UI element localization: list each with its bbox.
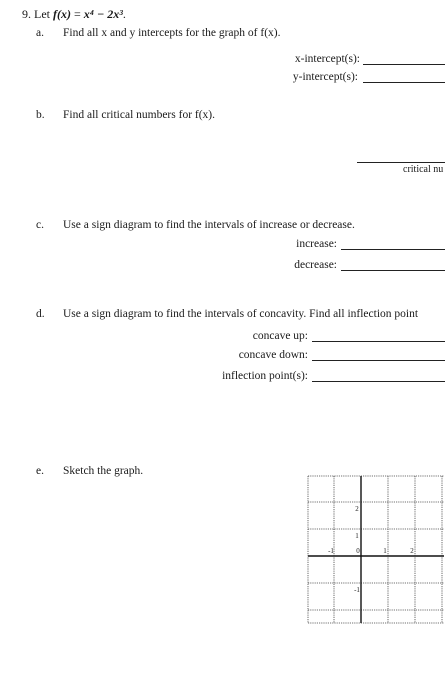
concave-up-label: concave up: — [252, 330, 308, 342]
sketch-graph-grid[interactable] — [307, 475, 445, 625]
equals-sign: = — [74, 7, 81, 21]
x-tick-label: 1 — [383, 547, 387, 555]
part-c-letter: c. — [36, 219, 44, 231]
problem-number: 9. — [22, 7, 31, 21]
x-tick-label: -1 — [328, 547, 334, 555]
part-d-text: Use a sign diagram to find the intervals of concavity. Find all inflection point — [63, 308, 419, 320]
period: . — [122, 7, 126, 21]
part-e-text: Sketch the graph. — [63, 465, 144, 477]
part-b-text: Find all critical numbers for f(x). — [63, 109, 216, 121]
tick-labels — [328, 505, 414, 594]
y-tick-label: -1 — [354, 586, 360, 594]
inflection-points-label: inflection point(s): — [222, 370, 308, 382]
part-b-letter: b. — [36, 109, 45, 121]
concave-down-answer-line[interactable] — [312, 360, 445, 361]
problem-lead: Let — [34, 7, 50, 21]
x-intercept-label: x-intercept(s): — [294, 53, 360, 65]
concave-up-answer-line[interactable] — [312, 341, 445, 342]
problem-header — [22, 7, 126, 22]
part-c-text: Use a sign diagram to find the intervals of increase or decrease. — [63, 219, 355, 231]
part-e-letter: e. — [36, 465, 44, 477]
decrease-label: decrease: — [294, 259, 337, 271]
y-intercept-answer-line[interactable] — [363, 82, 445, 83]
y-tick-label: 2 — [355, 505, 359, 513]
critical-numbers-answer-line[interactable] — [357, 162, 445, 163]
y-tick-label: 1 — [355, 532, 359, 540]
x-tick-label: 2 — [410, 547, 414, 555]
part-a-text: Find all x and y intercepts for the graph of f(x). — [63, 27, 281, 39]
critical-numbers-label: critical nu — [403, 164, 444, 175]
x-intercept-answer-line[interactable] — [363, 64, 445, 65]
inflection-points-answer-line[interactable] — [312, 381, 445, 382]
function-lhs: f(x) — [53, 7, 71, 21]
concave-down-label: concave down: — [238, 349, 308, 361]
part-d-letter: d. — [36, 308, 45, 320]
x-tick-label: 0 — [356, 547, 360, 555]
function-rhs: x⁴ − 2x³ — [83, 7, 123, 21]
part-a-letter: a. — [36, 27, 44, 39]
increase-label: increase: — [296, 238, 337, 250]
increase-answer-line[interactable] — [341, 249, 445, 250]
decrease-answer-line[interactable] — [341, 270, 445, 271]
y-intercept-label: y-intercept(s): — [292, 71, 358, 83]
